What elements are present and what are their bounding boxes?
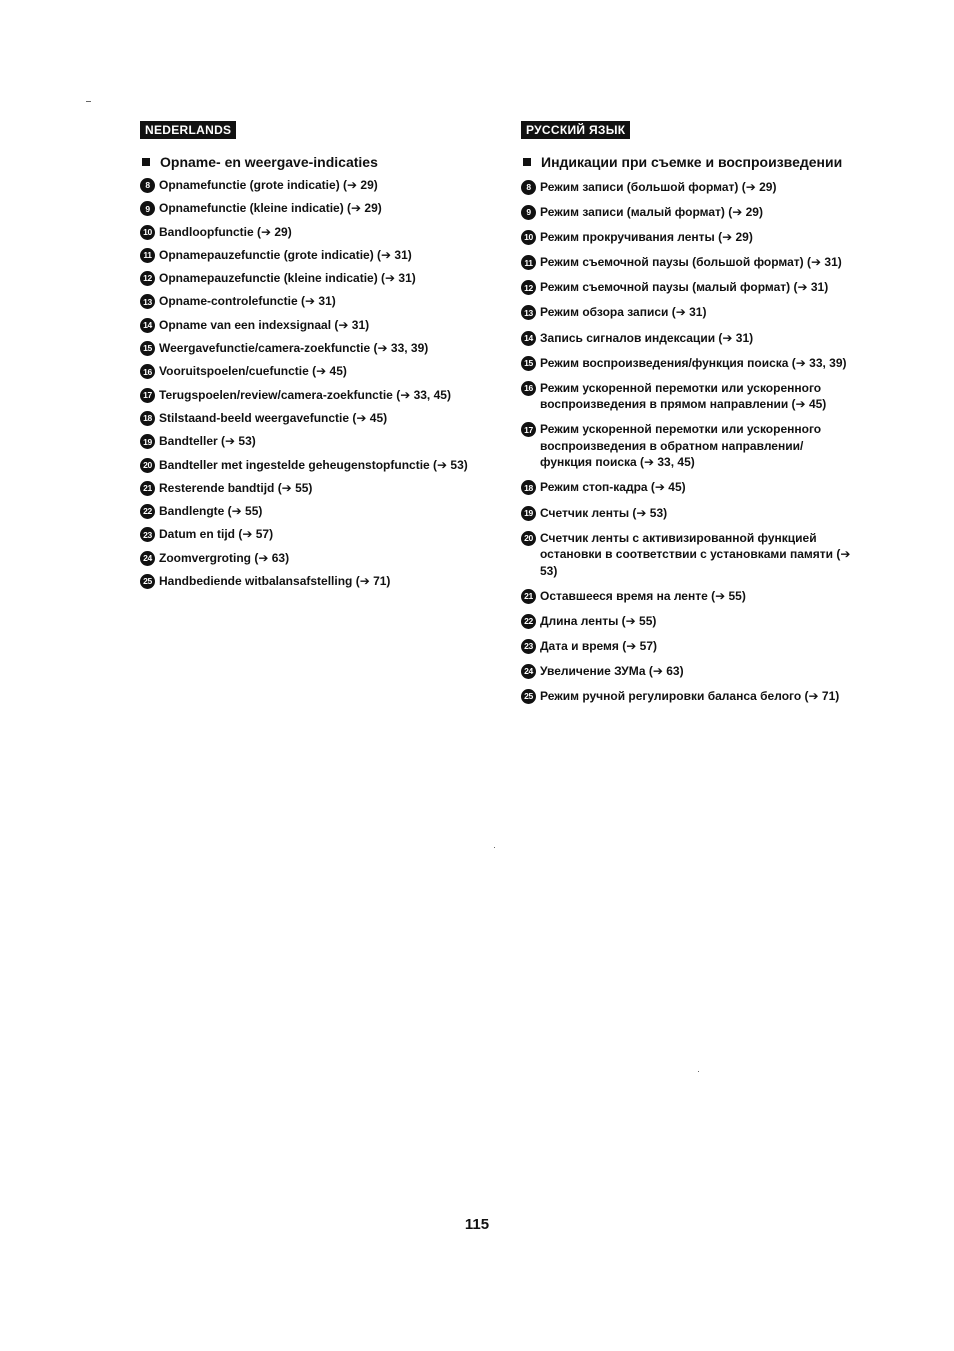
item-text: Режим ускоренной перемотки или ускоренного воспроизведения в обратном направлении/функция поиска (➔ 33, 45): [540, 422, 822, 470]
list-item: [140, 433, 480, 450]
list-item: [521, 638, 851, 655]
item-text: Запись сигналов индексации (➔ 31): [540, 330, 754, 345]
circled-number-icon: 18: [140, 411, 155, 426]
circled-number-icon: 8: [521, 180, 536, 195]
circled-number-icon: 15: [521, 356, 536, 371]
circled-number-icon: 10: [140, 225, 155, 240]
indicator-list-russian: [521, 179, 851, 705]
circled-number-icon: 14: [521, 331, 536, 346]
list-item: [140, 387, 480, 404]
list-item: [140, 317, 480, 334]
item-text: Datum en tijd (➔ 57): [159, 527, 274, 542]
stray-mark: [494, 847, 495, 848]
item-text: Режим ускоренной перемотки или ускоренного воспроизведения в прямом направлении (➔ 45): [540, 380, 827, 412]
list-item: [140, 410, 480, 427]
list-item: [521, 505, 851, 522]
item-text: Режим воспроизведения/функция поиска (➔ 33, 39): [540, 355, 847, 370]
circled-number-icon: 12: [140, 271, 155, 286]
list-item: [140, 550, 480, 567]
circled-number-icon: 8: [140, 178, 155, 193]
circled-number-icon: 10: [521, 230, 536, 245]
list-item: [140, 200, 480, 217]
item-text: Режим ручной регулировки баланса белого (➔ 71): [540, 689, 840, 704]
circled-number-icon: 22: [140, 504, 155, 519]
circled-number-icon: 21: [140, 481, 155, 496]
list-item: [521, 279, 851, 296]
circled-number-icon: 19: [140, 434, 155, 449]
item-text: Счетчик ленты (➔ 53): [540, 505, 668, 520]
bullet-square-icon: [523, 158, 531, 166]
circled-number-icon: 25: [140, 574, 155, 589]
item-text: Режим прокручивания ленты (➔ 29): [540, 230, 753, 245]
circled-number-icon: 20: [521, 531, 536, 546]
list-item: [521, 254, 851, 271]
item-text: Terugspoelen/review/camera-zoekfunctie (➔ 33, 45): [159, 387, 451, 402]
item-text: Resterende bandtijd (➔ 55): [159, 480, 313, 495]
list-item: [521, 204, 851, 221]
item-text: Bandloopfunctie (➔ 29): [159, 224, 292, 239]
list-item: [521, 229, 851, 246]
circled-number-icon: 21: [521, 589, 536, 604]
list-item: [521, 330, 851, 347]
circled-number-icon: 9: [140, 201, 155, 216]
item-text: Режим стоп-кадра (➔ 45): [540, 480, 686, 495]
list-item: [521, 530, 851, 580]
column-russian: [521, 121, 851, 713]
list-item: [521, 688, 851, 705]
list-item: [140, 573, 480, 590]
list-item: [521, 588, 851, 605]
section-heading-text: Opname- en weergave-indicaties: [160, 154, 378, 170]
list-item: [521, 304, 851, 321]
circled-number-icon: 11: [521, 255, 536, 270]
circled-number-icon: 9: [521, 205, 536, 220]
circled-number-icon: 16: [521, 381, 536, 396]
item-text: Режим съемочной паузы (большой формат) (➔ 31): [540, 255, 842, 270]
item-text: Счетчик ленты с активизированной функцией остановки в соответствии с установками памяти (➔ 53): [540, 530, 851, 578]
circled-number-icon: 13: [521, 305, 536, 320]
language-label-russian: РУССКИЙ ЯЗЫК: [521, 121, 630, 139]
list-item: [521, 613, 851, 630]
item-text: Opnamefunctie (grote indicatie) (➔ 29): [159, 178, 378, 192]
item-text: Режим съемочной паузы (малый формат) (➔ 31): [540, 280, 829, 295]
item-text: Bandteller (➔ 53): [159, 434, 256, 449]
list-item: [140, 363, 480, 380]
item-text: Opnamepauzefunctie (grote indicatie) (➔ 31): [159, 247, 412, 262]
list-item: [140, 480, 480, 497]
indicator-list-dutch: [140, 177, 480, 590]
bullet-square-icon: [142, 158, 150, 166]
list-item: [140, 247, 480, 264]
item-text: Opnamefunctie (kleine indicatie) (➔ 29): [159, 201, 382, 216]
list-item: [140, 526, 480, 543]
list-item: [140, 340, 480, 357]
circled-number-icon: 20: [140, 458, 155, 473]
section-heading-dutch: [140, 153, 480, 171]
item-text: Режим записи (большой формат) (➔ 29): [540, 180, 777, 194]
circled-number-icon: 24: [140, 551, 155, 566]
item-text: Opname-controlefunctie (➔ 31): [159, 294, 336, 309]
circled-number-icon: 23: [140, 527, 155, 542]
section-heading-russian: [521, 153, 851, 171]
item-text: Дата и время (➔ 57): [540, 638, 657, 653]
list-item: [140, 457, 480, 474]
item-text: Opname van een indexsignaal (➔ 31): [159, 317, 370, 332]
circled-number-icon: 11: [140, 248, 155, 263]
list-item: [140, 503, 480, 520]
item-text: Vooruitspoelen/cuefunctie (➔ 45): [159, 364, 347, 379]
circled-number-icon: 13: [140, 294, 155, 309]
item-text: Bandlengte (➔ 55): [159, 504, 263, 519]
column-nederlands: [140, 121, 480, 596]
list-item: [140, 224, 480, 241]
list-item: [140, 293, 480, 310]
item-text: Handbediende witbalansafstelling (➔ 71): [159, 574, 391, 589]
item-text: Bandteller met ingestelde geheugenstopfunctie (➔ 53): [159, 457, 468, 472]
circled-number-icon: 22: [521, 614, 536, 629]
list-item: [521, 179, 851, 196]
item-text: Длина ленты (➔ 55): [540, 613, 657, 628]
circled-number-icon: 25: [521, 689, 536, 704]
list-item: [140, 270, 480, 287]
circled-number-icon: 15: [140, 341, 155, 356]
item-text: Stilstaand-beeld weergavefunctie (➔ 45): [159, 410, 388, 425]
item-text: Режим записи (малый формат) (➔ 29): [540, 205, 763, 220]
item-text: Оставшееся время на ленте (➔ 55): [540, 588, 746, 603]
list-item: [140, 177, 480, 194]
circled-number-icon: 16: [140, 364, 155, 379]
circled-number-icon: 17: [140, 388, 155, 403]
circled-number-icon: 12: [521, 280, 536, 295]
list-item: [521, 421, 851, 471]
page-number: 115: [464, 1216, 490, 1233]
list-item: [521, 380, 851, 413]
list-item: [521, 355, 851, 372]
margin-mark: [86, 101, 91, 102]
list-item: [521, 479, 851, 496]
item-text: Weergavefunctie/camera-zoekfunctie (➔ 33, 39): [159, 341, 429, 356]
circled-number-icon: 17: [521, 422, 536, 437]
circled-number-icon: 19: [521, 506, 536, 521]
circled-number-icon: 24: [521, 664, 536, 679]
item-text: Zoomvergroting (➔ 63): [159, 550, 290, 565]
language-label-dutch: NEDERLANDS: [140, 121, 236, 139]
item-text: Увеличение ЗУМа (➔ 63): [540, 664, 684, 678]
list-item: [521, 663, 851, 680]
item-text: Opnamepauzefunctie (kleine indicatie) (➔ 31): [159, 271, 416, 286]
item-text: Режим обзора записи (➔ 31): [540, 305, 707, 320]
circled-number-icon: 18: [521, 480, 536, 495]
circled-number-icon: 14: [140, 318, 155, 333]
circled-number-icon: 23: [521, 639, 536, 654]
stray-mark: [698, 1071, 699, 1072]
section-heading-text: Индикации при съемке и воспроизведении: [541, 154, 843, 170]
